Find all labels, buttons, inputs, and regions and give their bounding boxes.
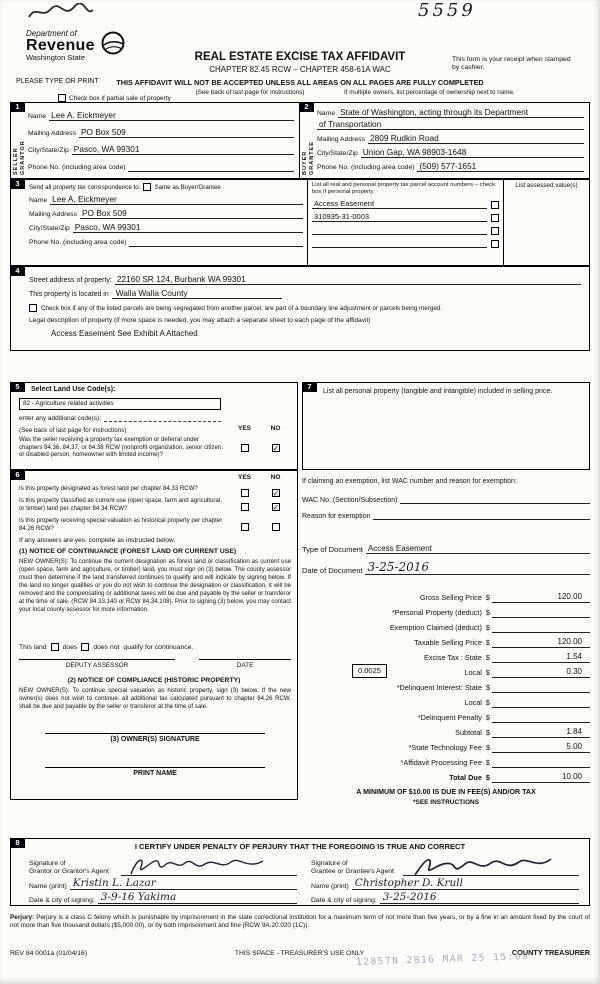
logo-state-text: Washington State	[26, 53, 85, 62]
exemption-claimed-value[interactable]	[492, 622, 590, 633]
delinquent-interest-state-value[interactable]	[492, 682, 590, 693]
additional-codes-field[interactable]	[104, 414, 221, 422]
current-use-answer	[229, 498, 291, 516]
parcel-personal-checkbox[interactable]	[491, 240, 499, 248]
buyer-phone-field[interactable]: (509) 577-1651	[417, 161, 584, 172]
affidavit-processing-fee-value[interactable]	[492, 757, 590, 768]
continuance-line	[19, 643, 193, 651]
forest-land-question: Is this property designated as forest land per chapter 84.33 RCW?	[19, 485, 198, 492]
perjury-label: Perjury:	[10, 914, 35, 921]
grantee-name-label: Name (print)	[311, 883, 349, 890]
historic-yes-checkbox[interactable]	[241, 523, 249, 531]
form-subtitle: CHAPTER 82.45 RCW – CHAPTER 458-61A WAC	[209, 65, 391, 74]
personal-property-deduct-value[interactable]	[492, 607, 590, 618]
legal-description-label: Legal description of property (if more space is needed, you may attach a separate sheet to each page of the affidavit)	[29, 317, 371, 324]
parcel-personal-checkbox[interactable]	[491, 227, 499, 235]
parcel-personal-checkbox[interactable]	[491, 201, 499, 209]
historic-question: Is this property receiving special valuation as historical property per chapter 84.26 RCW?	[19, 517, 223, 532]
historic-answer	[229, 518, 291, 536]
parcel-field[interactable]	[312, 225, 487, 235]
money-row-penalty: *Delinquent Penalty $	[302, 708, 590, 723]
wac-field[interactable]	[400, 494, 590, 504]
section-5-land-use	[10, 382, 298, 470]
corr-name-label: Name	[29, 197, 48, 204]
seller-csz-label: City/State/Zip	[28, 147, 69, 154]
buyer-role-label: BUYER GRANTEE	[302, 141, 315, 175]
print-name-line[interactable]: PRINT NAME	[45, 767, 265, 777]
section-3-correspondence	[10, 179, 590, 266]
deputy-assessor-signature-line[interactable]: DEPUTY ASSESSOR	[19, 659, 175, 669]
taxable-selling-price-value[interactable]: 120.00	[492, 636, 590, 648]
qualify-label: qualify for continuance.	[123, 643, 194, 651]
buyer-phone-label: Phone No. (including area code)	[317, 164, 415, 171]
exemption-note: If claiming an exemption, list WAC number and reason for exemption:	[302, 478, 517, 485]
deputy-assessor-row	[19, 659, 291, 669]
assessed-value-header: List assessed value(s)	[515, 182, 578, 189]
segregated-checkbox[interactable]	[29, 304, 37, 312]
section-6-designation	[10, 470, 298, 800]
section-1-seller	[10, 102, 300, 179]
grantor-signature	[125, 854, 275, 878]
money-row-delinquent-local: Local $	[302, 693, 590, 708]
local-rate-box: 0.0025	[352, 664, 387, 678]
corr-phone-label: Phone No. (including area code)	[29, 239, 127, 246]
corr-name-field[interactable]: Lee A. Eickmeyer	[50, 194, 303, 205]
total-due-value[interactable]: 10.00	[492, 771, 590, 783]
notice-compliance-body: NEW OWNER(S): To continue special valuation as historic property, sign (3) below. If the new owner(s) does not wish to continue, all additional tax calculated pursuant to chapter 84.26 RCW, shall be due and payable by the seller or transferor at the time of sale.	[19, 687, 291, 710]
doc-date-field[interactable]: 3-25-2016	[365, 560, 590, 575]
grantee-signature	[407, 854, 557, 878]
buyer-address-field[interactable]: 2809 Rudkin Road	[368, 133, 584, 144]
money-row-processing-fee: *Affidavit Processing Fee $	[302, 753, 590, 768]
grantor-signature-block	[29, 854, 297, 904]
located-in-label: This property is located in	[29, 291, 109, 298]
street-address-field[interactable]: 22160 SR 124, Burbank WA 99301	[115, 274, 581, 285]
seller-csz-field[interactable]: Pasco, WA 99301	[72, 144, 294, 155]
grantor-date-label: Date & city of signing:	[29, 897, 95, 904]
send-correspondence-label: Send all property tax correspondence to:	[29, 183, 141, 191]
parcel-field[interactable]: Access Easement	[312, 199, 487, 209]
money-row-excise-state: Excise Tax : State $ 1.54	[302, 648, 590, 663]
does-checkbox[interactable]	[51, 643, 59, 651]
see-instructions-note: *SEE INSTRUCTIONS	[412, 799, 480, 806]
money-row-subtotal: Subtotal $ 1.84	[302, 723, 590, 738]
seller-address-label: Mailing Address	[28, 130, 76, 137]
pen-scribble	[26, 3, 96, 23]
money-row-gross: Gross Selling Price $ 120.00	[302, 588, 590, 603]
seller-address-field[interactable]: PO Box 509	[79, 127, 294, 138]
certify-statement: I CERTIFY UNDER PENALTY OF PERJURY THAT THE FOREGOING IS TRUE AND CORRECT	[134, 842, 466, 851]
correspondence-column	[11, 180, 307, 265]
delinquent-interest-local-value[interactable]	[492, 697, 590, 708]
money-row-delinquent-state: *Delinquent Interest: State $	[302, 678, 590, 693]
seller-phone-field[interactable]	[128, 161, 294, 172]
acceptance-warning: THIS AFFIDAVIT WILL NOT BE ACCEPTED UNLESS ALL AREAS ON ALL PAGES ARE FULLY COMPLETED	[116, 78, 484, 87]
buyer-name-field-line2[interactable]: of Transportation	[317, 119, 584, 130]
doc-type-field[interactable]: Access Easement	[366, 544, 590, 554]
section-4-badge: 4	[10, 266, 25, 276]
land-use-title: Select Land Use Code(s):	[31, 386, 116, 393]
grantee-date-field[interactable]: 3-25-2016	[380, 891, 579, 904]
does-not-checkbox[interactable]	[81, 643, 89, 651]
excise-state-value[interactable]: 1.54	[492, 651, 590, 663]
corr-csz-label: City/State/Zip	[29, 225, 70, 232]
section-6-badge: 6	[10, 470, 25, 480]
forest-no-checkbox[interactable]: ✓	[272, 488, 280, 498]
parcel-column	[307, 180, 503, 265]
seller-phone-label: Phone No. (including area code)	[28, 164, 126, 171]
notice-continuance-body: NEW OWNER(S): To continue the current designation as forest land or classification as current use (open space, farm and agriculture, or timber) land, you must sign on (3) below. The county assessor must then determine if the land transferred continues to qualify and will indicate by signing below. If the land no longer qualifies or you do not wish to continue the designation or classification, it will be removed and the compensating or additional taxes will be due and payable by the seller or transferor at the time of sale. (RCW 84.33.140 or RCW 84.34.108). Prior to signing (3) below, you may contact your local county assessor for more information.	[19, 558, 291, 613]
money-row-total: Total Due $ 10.00	[302, 768, 590, 783]
buyer-csz-field[interactable]: Union Gap, WA 98903-1648	[361, 147, 584, 158]
parcel-header: List all real and personal property tax parcel account numbers – check box if personal property	[312, 182, 496, 195]
logo-revenue-text: Revenue	[26, 37, 95, 54]
parcel-field[interactable]: 310935-31-0003	[312, 212, 487, 222]
if-yes-note: If any answers are yes, complete as instructed below.	[19, 537, 176, 544]
section-7-badge: 7	[302, 382, 317, 392]
seller-name-field[interactable]: Lee A. Eickmeyer	[49, 110, 294, 121]
grantee-sig-label-2: Grantee or Grantee's Agent	[311, 868, 394, 875]
deferral-question: Was the seller receiving a property tax exemption or deferral under chapters 84.36, 84.37, or 84.38 RCW (nonprofit organization, senior citizen, or disabled person, homeowner with limited income)?	[19, 436, 223, 458]
buyer-address-label: Mailing Address	[317, 136, 365, 143]
section-7-personal-property	[302, 382, 590, 470]
see-back-note-5: (See back of last page for instructions)	[19, 427, 127, 434]
deferral-yes-checkbox[interactable]	[241, 444, 249, 452]
reason-field[interactable]	[373, 510, 590, 520]
partial-sale-label: Check box if partial sale of property	[69, 94, 171, 102]
section-4-property	[10, 266, 590, 351]
does-not-label: does not	[93, 643, 120, 651]
corr-csz-field[interactable]: Pasco, WA 99301	[73, 222, 303, 233]
grantor-signature-field[interactable]	[121, 854, 297, 876]
buyer-name-label: Name	[317, 110, 336, 117]
notice-compliance-title: (2) NOTICE OF COMPLIANCE (HISTORIC PROPERTY)	[67, 677, 241, 684]
doc-date-label: Date of Document	[302, 566, 363, 575]
money-row-taxable: Taxable Selling Price $ 120.00	[302, 633, 590, 648]
grantor-sig-label-2: Grantor or Grantor's Agent	[29, 868, 109, 875]
county-field[interactable]: Walla Walla County	[112, 288, 282, 299]
grantor-name-label: Name (print)	[29, 883, 67, 890]
money-row-personal: *Personal Property (deduct) $	[302, 603, 590, 618]
money-row-tech-fee: *State Technology Fee $ 5.00	[302, 738, 590, 753]
same-as-buyer-checkbox[interactable]	[143, 183, 151, 191]
excise-local-value[interactable]: 0.30	[492, 666, 590, 678]
delinquent-penalty-value[interactable]	[492, 712, 590, 723]
multiple-owners-note: If multiple owners, list percentage of ownership next to name.	[344, 89, 515, 96]
grantee-name-field[interactable]: Christopher D. Krull	[352, 877, 579, 890]
section-5-badge: 5	[10, 382, 25, 392]
forest-yes-checkbox[interactable]	[241, 489, 249, 497]
subtotal-value[interactable]: 1.84	[492, 726, 590, 738]
seller-role-label: SELLER GRANTOR	[13, 140, 26, 175]
section-3-badge: 3	[10, 179, 25, 189]
grantee-sig-label-1: Signature of	[311, 860, 348, 867]
treasurer-space-label: THIS SPACE - TREASURER'S USE ONLY	[234, 950, 365, 957]
treasurer-date-stamp: 12857N 2016 MAR 25 15:09	[355, 950, 530, 969]
parcel-field[interactable]	[312, 238, 487, 248]
doc-type-label: Type of Document	[302, 545, 363, 554]
money-row-excise-local: 0.0025 Local $ 0.30	[302, 663, 590, 678]
grantor-sig-label-1: Signature of	[29, 860, 66, 867]
deferral-answer	[229, 439, 291, 457]
partial-sale-checkbox[interactable]	[58, 94, 66, 102]
gross-selling-price-value[interactable]: 120.00	[492, 591, 590, 603]
state-technology-fee-value[interactable]: 5.00	[492, 741, 590, 753]
cashier-stamp-number: 5559	[418, 0, 476, 21]
receipt-note: This form is your receipt when stamped by cashier.	[452, 56, 571, 71]
buyer-name-field[interactable]: State of Washington, acting through its Department	[338, 107, 584, 118]
grantee-signature-block	[311, 854, 579, 904]
partial-sale-row	[58, 94, 171, 102]
type-or-print-label: PLEASE TYPE OR PRINT	[16, 78, 99, 85]
county-treasurer-label: COUNTY TREASURER	[511, 948, 590, 957]
grantor-name-field[interactable]: Kristin L. Lazar	[70, 877, 297, 890]
deputy-date-line[interactable]: DATE	[199, 659, 291, 669]
current-use-no-checkbox[interactable]: ✓	[272, 502, 280, 512]
perjury-text: Perjury is a class C felony which is punishable by imprisonment in the state correctional institution for a maximum term of not more than five years, or by a fine in an amount fixed by the court of not more than five thousand dollars ($5,000.00), or by both imprisonment and fine (RCW 9A.20.020 (1C)).	[10, 914, 590, 929]
seller-name-label: Name	[28, 113, 47, 120]
legal-description-value[interactable]: Access Easement See Exhibit A Attached	[51, 329, 198, 338]
deferral-no-checkbox[interactable]: ✓	[272, 443, 280, 453]
grantor-date-field[interactable]: 3-9-16 Yakima	[98, 891, 297, 904]
street-address-label: Street address of property:	[29, 277, 112, 284]
tax-computation-column	[302, 470, 590, 815]
does-label: does	[62, 643, 78, 651]
historic-no-checkbox[interactable]	[272, 523, 280, 531]
personal-property-label: List all personal property (tangible and intangible) included in selling price.	[323, 388, 553, 395]
segregated-label: Check box if any of the listed parcels are being segregated from another parcel, are part of a boundary line adjustment or parcels being merged.	[41, 304, 443, 312]
perjury-statement	[10, 914, 590, 930]
assessed-value-column	[503, 180, 589, 265]
land-use-code-field[interactable]: 82 - Agriculture related activities	[19, 398, 221, 410]
section-8-signatures	[10, 838, 590, 906]
owners-signature-line[interactable]: (3) OWNER(S) SIGNATURE	[45, 733, 265, 743]
corr-address-label: Mailing Address	[29, 211, 77, 218]
yes-no-header-6: YES NO	[237, 474, 281, 481]
section-2-buyer	[299, 102, 590, 179]
see-back-note: (See back of last page for instructions)	[195, 89, 305, 96]
grantee-date-label: Date & city of signing:	[311, 897, 377, 904]
current-use-yes-checkbox[interactable]	[241, 503, 249, 511]
section-8-badge: 8	[10, 838, 25, 848]
section-1-badge: 1	[10, 102, 25, 112]
reason-label: Reason for exemption	[302, 513, 371, 520]
grantee-signature-field[interactable]	[403, 854, 579, 876]
section-2-badge: 2	[299, 102, 314, 112]
rev-number: REV 84 0001a (01/04/16)	[10, 950, 88, 957]
logo-dept-text: Department of	[26, 29, 77, 38]
current-use-question: Is this property classified as current use (open space, farm and agricultural, or timber) land per chapter 84.34 RCW?	[19, 497, 222, 512]
parcel-personal-checkbox[interactable]	[491, 214, 499, 222]
additional-codes-label: enter any additional code(s):	[19, 415, 102, 422]
corr-phone-field[interactable]	[129, 236, 303, 247]
wac-label: WAC No. (Section/Subsection)	[302, 497, 398, 504]
this-land-label: This land	[19, 643, 47, 651]
yes-no-header: YES NO	[237, 425, 281, 432]
corr-address-field[interactable]: PO Box 509	[80, 208, 303, 219]
buyer-csz-label: City/State/Zip	[317, 150, 358, 157]
same-as-buyer-label: Same as Buyer/Grantee	[154, 183, 221, 191]
money-table	[302, 588, 590, 783]
notice-continuance-title: (1) NOTICE OF CONTINUANCE (FOREST LAND OR CURRENT USE)	[19, 548, 237, 555]
minimum-due-note: A MINIMUM OF $10.00 IS DUE IN FEE(S) AND/OR TAX	[356, 788, 536, 796]
form-title: REAL ESTATE EXCISE TAX AFFIDAVIT	[194, 51, 406, 63]
money-row-exemption: Exemption Claimed (deduct) $	[302, 618, 590, 633]
